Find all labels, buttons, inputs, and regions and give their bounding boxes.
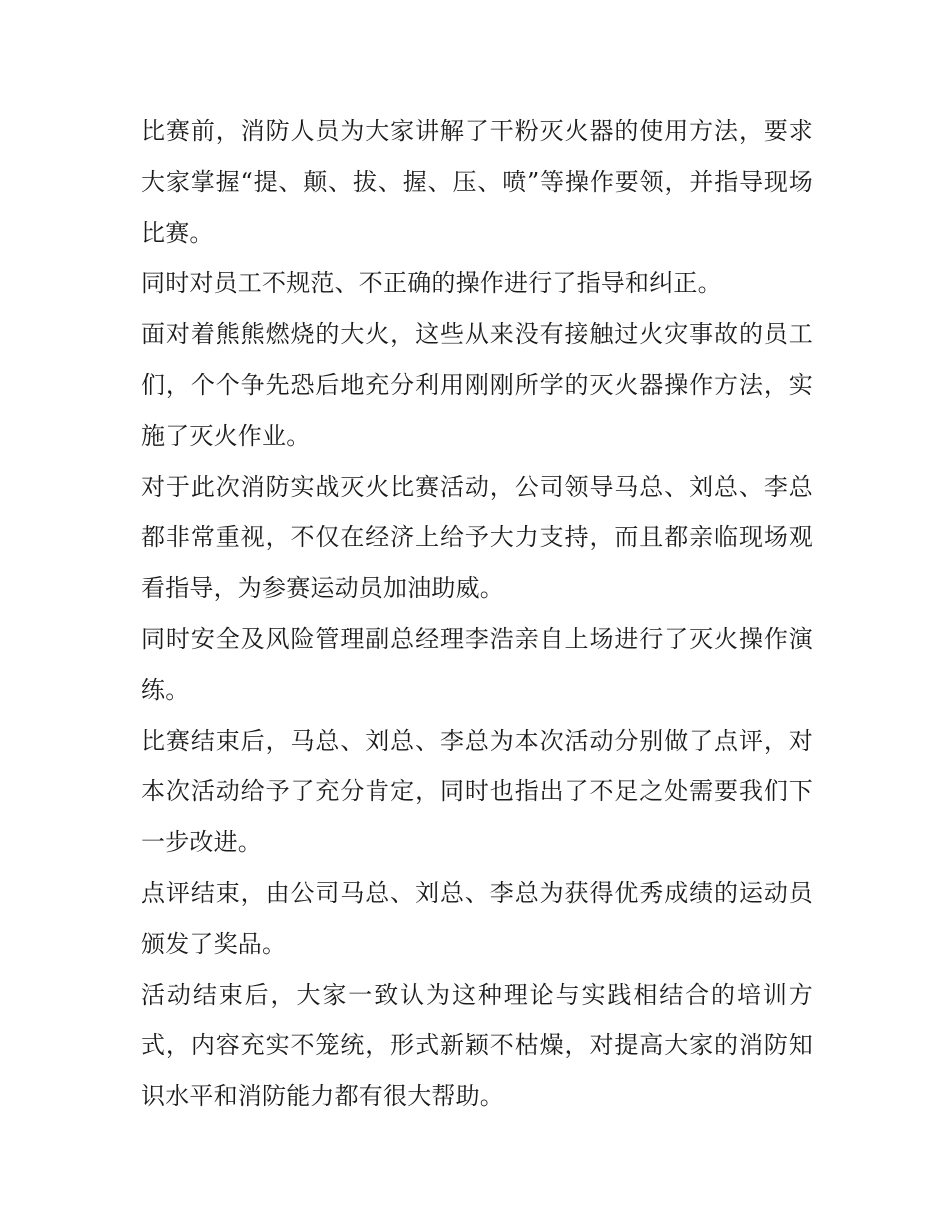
paragraph-4: 对于此次消防实战灭火比赛活动，公司领导马总、刘总、李总都非常重视，不仅在经济上给予大力支持，而且都亲临现场观看指导，为参赛运动员加油助威。 (141, 472, 813, 603)
paragraph-7: 点评结束，由公司马总、刘总、李总为获得优秀成绩的运动员颁发了奖品。 (141, 878, 813, 958)
document-body (141, 106, 813, 1122)
paragraph-6: 比赛结束后，马总、刘总、李总为本次活动分别做了点评，对本次活动给予了充分肯定，同时也指出了不足之处需要我们下一步改进。 (141, 726, 813, 857)
paragraph-2: 同时对员工不规范、不正确的操作进行了指导和纠正。 (141, 269, 722, 298)
paragraph-3: 面对着熊熊燃烧的大火，这些从来没有接触过火灾事故的员工们，个个争先恐后地充分利用刚刚所学的灭火器操作方法，实施了灭火作业。 (141, 320, 813, 450)
paragraph-8: 活动结束后，大家一致认为这种理论与实践相结合的培训方式，内容充实不笼统，形式新颖不枯燥，对提高大家的消防知识水平和消防能力都有很大帮助。 (141, 980, 813, 1111)
paragraph-5: 同时安全及风险管理副总经理李浩亲自上场进行了灭火操作演练。 (141, 624, 813, 704)
paragraph-1: 比赛前，消防人员为大家讲解了干粉灭火器的使用方法，要求大家掌握“提、颠、拔、握、压、喷”等操作要领，并指导现场比赛。 (141, 117, 813, 247)
